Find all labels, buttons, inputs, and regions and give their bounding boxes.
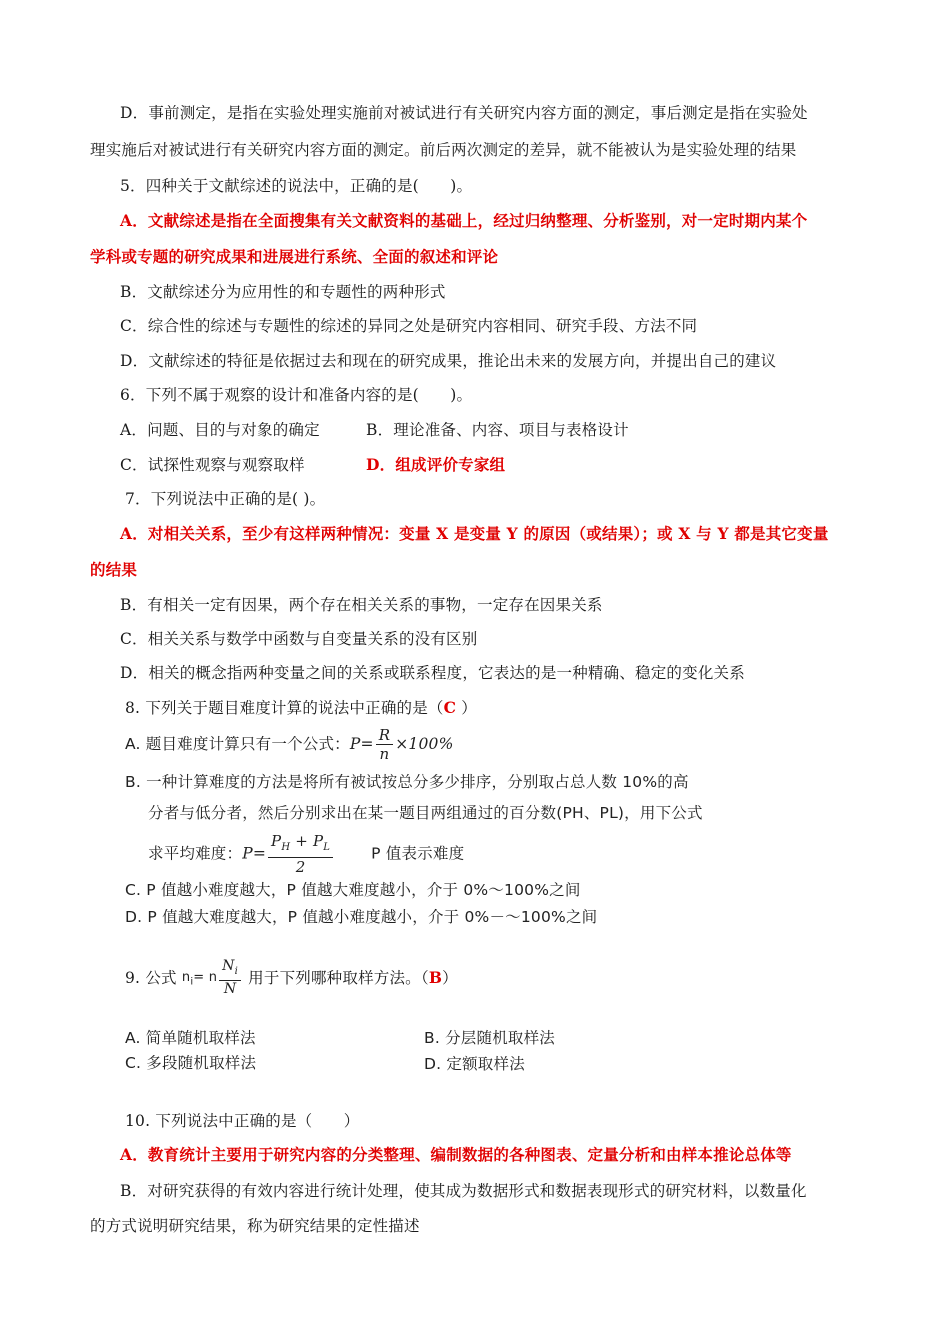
q8-option-a-numerator: R [376,726,394,745]
q8-option-b-line3-text: 求平均难度： [148,844,243,863]
q9-answer: B [428,968,443,987]
q8-answer: C [443,698,457,717]
q8-option-b-fraction [268,832,333,876]
q8-stem-prefix: 8. 下列关于题目难度计算的说法中正确的是（ [125,699,444,717]
q9-formula-num-n: N [222,958,235,974]
q9-option-a: A. 简单随机取样法 [125,1029,256,1047]
q8-stem-suffix: ） [456,699,477,717]
q8-option-b-denominator: 2 [295,858,306,876]
q9-formula-fraction [219,958,241,998]
q7-stem: 7．下列说法中正确的是( )。 [125,490,326,508]
q4-option-d-line2: 理实施后对被试进行有关研究内容方面的测定。前后两次测定的差异，就不能被认为是实验处理的结果 [90,141,797,159]
q6-option-d: D．组成评价专家组 [366,455,506,474]
q9-stem-prefix: 9. 公式 [125,969,177,987]
q4-option-d-line1: D．事前测定，是指在实验处理实施前对被试进行有关研究内容方面的测定，事后测定是指在实验处 [120,104,808,122]
q8-option-a-formula-tail: ×100% [395,735,454,753]
q7-option-c: C．相关关系与数学中函数与自变量关系的没有区别 [120,630,478,648]
q8-option-b-num-p1: P [271,832,282,850]
q9-option-c: C. 多段随机取样法 [125,1054,257,1072]
q10-option-a: A．教育统计主要用于研究内容的分类整理、编制数据的各种图表、定量分析和由样本推论总体等 [120,1145,792,1164]
q9-stem [125,958,458,1003]
q7-option-a-line2: 的结果 [90,560,138,579]
q7-option-d: D．相关的概念指两种变量之间的关系或联系程度，它表达的是一种精确、稳定的变化关系 [120,664,745,682]
q10-stem: 10. 下列说法中正确的是（ ） [125,1112,360,1130]
q8-option-a-formula-lhs: P= [349,735,374,753]
q8-option-a [125,726,454,763]
q8-option-b-formula-lhs: P= [242,844,267,863]
q6-stem: 6．下列不属于观察的设计和准备内容的是( )。 [120,386,473,404]
q6-option-a: A．问题、目的与对象的确定 [120,421,320,439]
q8-option-b-numerator [268,832,333,858]
q8-option-b-num-mid: + P [290,832,324,850]
q9-formula-denominator: N [223,980,237,997]
q9-formula-eq: = n [193,970,218,986]
q10-option-b-line1: B．对研究获得的有效内容进行统计处理，使其成为数据形式和数据表现形式的研究材料，以数量化 [120,1182,807,1200]
q9-stem-suffix: ） [442,969,458,987]
q9-formula [181,958,243,997]
q8-option-c: C. P 值越小难度越大，P 值越大难度越小，介于 0%～100%之间 [125,881,581,899]
q6-option-c: C．试探性观察与观察取样 [120,456,305,474]
q9-stem-middle: 用于下列哪种取样方法。（ [248,969,429,987]
q6-option-b: B．理论准备、内容、项目与表格设计 [366,421,629,439]
q7-option-b: B．有相关一定有因果，两个存在相关关系的事物，一定存在因果关系 [120,596,603,614]
q8-option-a-denominator: n [379,745,390,763]
q8-option-b-num-sub-h: H [281,842,291,853]
q8-option-b-line3 [148,832,464,876]
q5-option-a-line2: 学科或专题的研究成果和进展进行系统、全面的叙述和评论 [90,247,499,266]
q5-option-a-line1: A．文献综述是指在全面搜集有关文献资料的基础上，经过归纳整理、分析鉴别，对一定时期内某个 [120,211,808,230]
q10-option-b-line2: 的方式说明研究结果，称为研究结果的定性描述 [90,1217,420,1235]
q8-option-b-line3-tail: P 值表示难度 [371,844,465,863]
q5-option-d: D．文献综述的特征是依据过去和现在的研究成果，推论出未来的发展方向，并提出自己的建议 [120,352,777,370]
q8-option-a-fraction [376,726,394,763]
q8-option-d: D. P 值越大难度越大，P 值越小难度越小，介于 0%－～100%之间 [125,908,598,926]
q5-stem: 5．四种关于文献综述的说法中，正确的是( )。 [120,177,473,195]
q9-option-d: D. 定额取样法 [424,1055,525,1073]
q7-option-a-line1: A．对相关关系，至少有这样两种情况：变量 X 是变量 Y 的原因（或结果）；或 X 与 Y 都是其它变量 [120,524,829,543]
q8-option-b-line1: B. 一种计算难度的方法是将所有被试按总分多少排序，分别取占总人数 10%的高 [125,773,689,791]
q8-stem [125,698,477,718]
q5-option-b: B．文献综述分为应用性的和专题性的两种形式 [120,283,446,301]
q9-formula-lhs: n [181,970,191,986]
q9-formula-lhs-sub: i [190,977,194,988]
q9-option-b: B. 分层随机取样法 [424,1029,555,1047]
q5-option-c: C．综合性的综述与专题性的综述的异同之处是研究内容相同、研究手段、方法不同 [120,317,698,335]
q8-option-a-text: A. 题目难度计算只有一个公式： [125,735,350,753]
q8-option-b-num-sub-l: L [323,842,331,853]
q8-option-b-line2: 分者与低分者，然后分别求出在某一题目两组通过的百分数(PH、PL)，用下公式 [148,804,703,822]
q9-formula-numerator [219,958,241,981]
q9-formula-num-sub: i [234,965,239,977]
